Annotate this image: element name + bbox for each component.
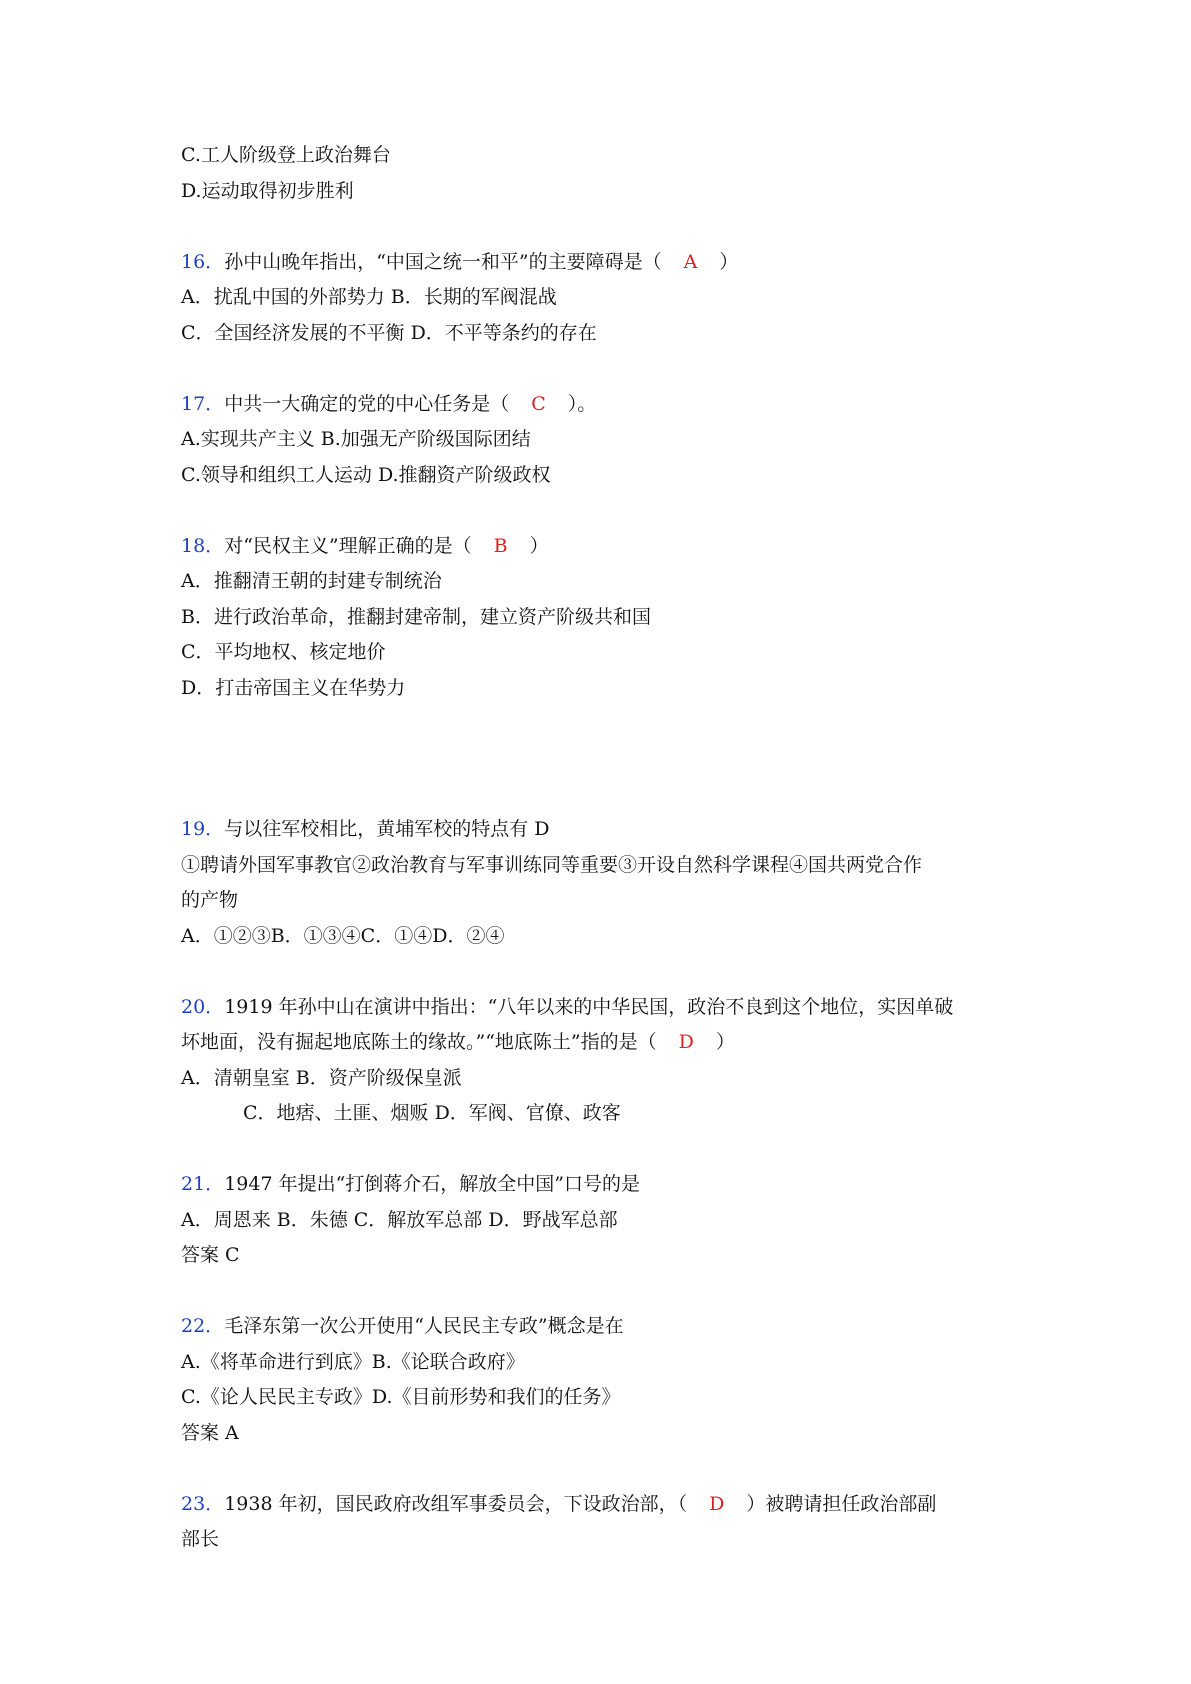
q16-stem-text: 孙中山晚年指出，“中国之统一和平”的主要障碍是（ xyxy=(224,250,662,273)
q23-stem-line2: 部长 xyxy=(181,1528,220,1550)
q18-option-a: A．推翻清王朝的封建专制统治 xyxy=(181,570,442,592)
q21-stem-text: 1947 年提出“打倒蒋介石，解放全中国”口号的是 xyxy=(224,1173,641,1195)
q18-stem xyxy=(181,529,1021,565)
q20-answer: D xyxy=(678,1031,694,1053)
q22-stem-text: 毛泽东第一次公开使用“人民民主专政”概念是在 xyxy=(224,1315,624,1337)
q18-number: 18． xyxy=(181,534,225,557)
q16-stem xyxy=(181,245,1021,281)
q22-answer-line: 答案 A xyxy=(181,1421,239,1444)
q17-number: 17． xyxy=(181,392,225,415)
q17-answer: C xyxy=(531,392,546,415)
q20-stem-line2 xyxy=(181,1025,1021,1061)
q22-options-ab: A.《将革命进行到底》B.《论联合政府》 xyxy=(181,1350,525,1373)
q20-stem-text2: 坏地面，没有掘起地底陈土的缘故。”“地底陈土”指的是（ xyxy=(181,1031,657,1053)
q19-stem xyxy=(181,812,1021,848)
q19-items-line1: ①聘请外国军事教官②政治教育与军事训练同等重要③开设自然科学课程④国共两党合作 xyxy=(181,853,923,876)
q16-options-ab: A．扰乱中国的外部势力 B．长期的军阀混战 xyxy=(181,286,557,308)
q20-options-ab: A．清朝皇室 B．资产阶级保皇派 xyxy=(181,1066,462,1089)
q19-options: A．①②③B．①③④C．①④D．②④ xyxy=(181,924,505,947)
q20-stem-line1 xyxy=(181,990,1021,1026)
q23-answer: D xyxy=(709,1492,725,1515)
q19-number: 19． xyxy=(181,818,225,840)
q17-options-ab: A.实现共产主义 B.加强无产阶级国际团结 xyxy=(181,428,531,450)
q22-stem xyxy=(181,1309,1021,1345)
q22-options-cd: C.《论人民民主专政》D.《目前形势和我们的任务》 xyxy=(181,1386,621,1408)
q23-number: 23． xyxy=(181,1492,225,1515)
document-page xyxy=(181,138,1021,1558)
q18-option-d: D．打击帝国主义在华势力 xyxy=(181,676,406,699)
q21-answer-line: 答案 C xyxy=(181,1244,240,1266)
q20-options-cd: C．地痞、土匪、烟贩 D．军阀、官僚、政客 xyxy=(243,1102,621,1124)
q20-number: 20． xyxy=(181,995,225,1018)
q16-options-cd: C．全国经济发展的不平衡 D．不平等条约的存在 xyxy=(181,321,597,344)
q15-option-d: D.运动取得初步胜利 xyxy=(181,179,354,202)
q17-options-cd: C.领导和组织工人运动 D.推翻资产阶级政权 xyxy=(181,463,551,486)
q20-stem-close: ） xyxy=(715,1031,735,1053)
q18-answer: B xyxy=(493,534,508,557)
q18-option-b: B．进行政治革命，推翻封建帝制，建立资产阶级共和国 xyxy=(181,605,651,628)
q23-stem-text: 1938 年初，国民政府改组军事委员会，下设政治部，（ xyxy=(224,1492,688,1515)
q23-stem-close: ）被聘请担任政治部副 xyxy=(746,1492,937,1515)
q19-items-line2: 的产物 xyxy=(181,889,239,911)
q19-stem-text: 与以往军校相比，黄埔军校的特点有 D xyxy=(224,818,550,840)
q18-stem-text: 对“民权主义”理解正确的是（ xyxy=(224,534,472,557)
q18-option-c: C．平均地权、核定地价 xyxy=(181,641,386,663)
q17-stem-close: ）。 xyxy=(567,392,597,415)
q21-options: A．周恩来 B．朱德 C．解放军总部 D．野战军总部 xyxy=(181,1208,618,1231)
q17-stem xyxy=(181,387,1021,423)
q21-stem xyxy=(181,1167,1021,1203)
q16-answer: A xyxy=(683,250,698,273)
q20-stem-text1: 1919 年孙中山在演讲中指出：“八年以来的中华民国，政治不良到这个地位，实因单破 xyxy=(224,995,954,1018)
q18-stem-close: ） xyxy=(529,534,549,557)
q21-number: 21． xyxy=(181,1173,225,1195)
q22-number: 22． xyxy=(181,1315,225,1337)
q23-stem-line1 xyxy=(181,1487,1021,1523)
q16-stem-close: ） xyxy=(719,250,739,273)
q17-stem-text: 中共一大确定的党的中心任务是（ xyxy=(224,392,510,415)
q16-number: 16． xyxy=(181,250,225,273)
q15-option-c: C.工人阶级登上政治舞台 xyxy=(181,144,391,166)
